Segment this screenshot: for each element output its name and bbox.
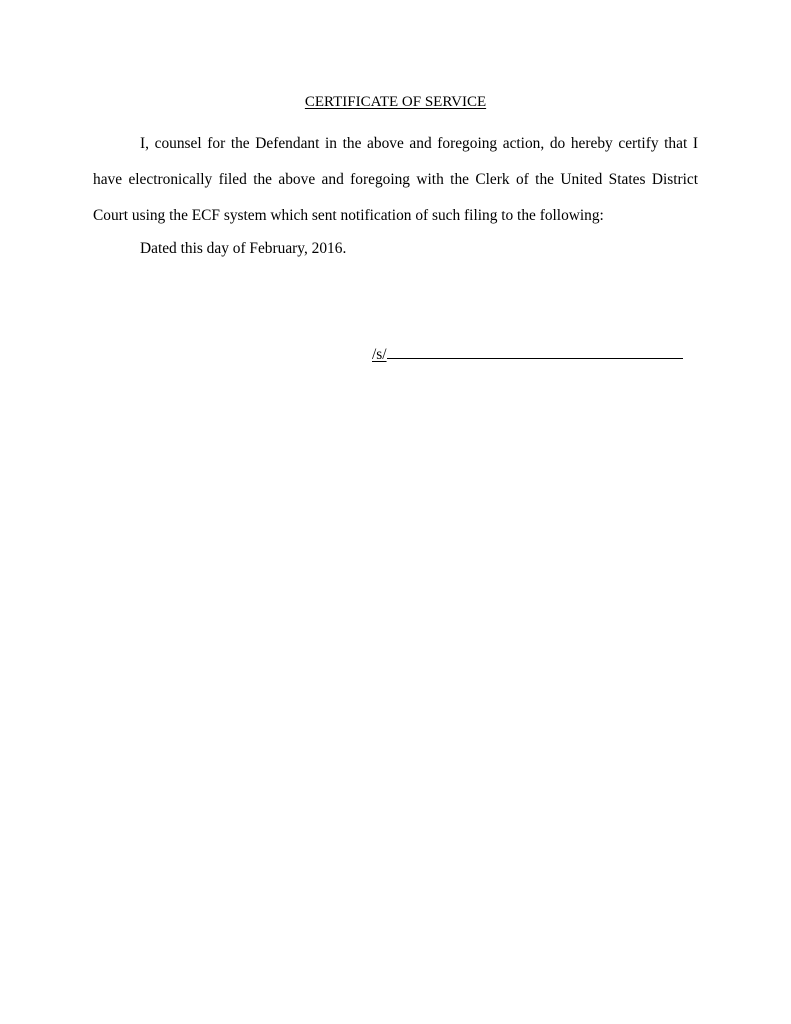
signature-block (372, 344, 683, 365)
dated-line: Dated this day of February, 2016. (140, 240, 347, 257)
certification-paragraph: I, counsel for the Defendant in the above and foregoing action, do hereby certify that I have electronically filed the above and foregoing with the Clerk of the United States District Court using the ECF system which sent notification of such filing to the following: (93, 135, 698, 224)
signature-line (387, 344, 683, 359)
signature-prefix: /s/ (372, 346, 387, 363)
document-title: CERTIFICATE OF SERVICE (304, 94, 487, 110)
